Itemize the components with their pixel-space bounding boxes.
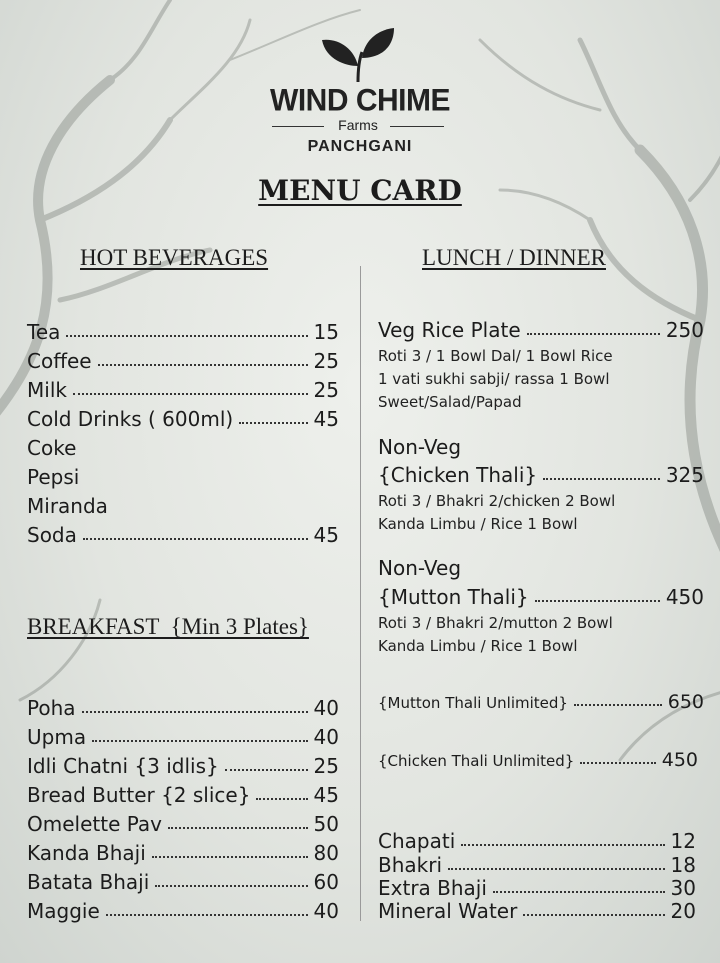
brand-name: WIND CHIME: [270, 83, 450, 118]
menu-item-chapati: Chapati 12: [378, 829, 696, 853]
menu-item-bread-butter: Bread Butter {2 slice} 45: [27, 783, 339, 807]
menu-item-bhakri: Bhakri 18: [378, 853, 696, 877]
menu-item-idli-chatni: Idli Chatni {3 idlis} 25: [27, 754, 339, 778]
veg-rice-detail: 1 vati sukhi sabji/ rassa 1 Bowl: [378, 370, 610, 388]
mutton-thali-detail: Roti 3 / Bhakri 2/mutton 2 Bowl: [378, 614, 613, 632]
menu-item-kanda-bhaji: Kanda Bhaji 80: [27, 841, 339, 865]
brand-subtitle: [272, 118, 444, 134]
mutton-thali-detail: Kanda Limbu / Rice 1 Bowl: [378, 637, 578, 655]
veg-rice-detail: Sweet/Salad/Papad: [378, 393, 522, 411]
menu-item-pepsi: Pepsi: [27, 465, 80, 489]
lunch-dinner-heading: LUNCH / DINNER: [422, 245, 606, 270]
mutton-thali-category: Non-Veg: [378, 556, 462, 580]
chicken-thali-detail: Roti 3 / Bhakri 2/chicken 2 Bowl: [378, 492, 616, 510]
menu-item-coke: Coke: [27, 436, 77, 460]
menu-item-mutton-thali-unlimited: {Mutton Thali Unlimited} 650: [378, 691, 704, 713]
menu-item-cold-drinks: Cold Drinks ( 600ml) 45: [27, 407, 339, 431]
menu-item-extra-bhaji: Extra Bhaji 30: [378, 876, 696, 900]
menu-item-tea: Tea 15: [27, 320, 339, 344]
brand-sub-text: Farms: [338, 117, 378, 133]
page-title: MENU CARD: [258, 174, 462, 207]
menu-item-mutton-thali: {Mutton Thali} 450: [378, 585, 704, 609]
leaf-logo-icon: [318, 26, 398, 84]
menu-item-chicken-thali: {Chicken Thali} 325: [378, 463, 704, 487]
menu-item-soda: Soda 45: [27, 523, 339, 547]
menu-item-mineral-water: Mineral Water 20: [378, 899, 696, 923]
hot-beverages-heading: HOT BEVERAGES: [80, 245, 269, 270]
menu-item-milk: Milk 25: [27, 378, 339, 402]
breakfast-heading: BREAKFAST {Min 3 Plates}: [27, 614, 309, 639]
brand-location: PANCHGANI: [307, 138, 413, 155]
chicken-thali-category: Non-Veg: [378, 435, 462, 459]
veg-rice-detail: Roti 3 / 1 Bowl Dal/ 1 Bowl Rice: [378, 347, 613, 365]
menu-item-maggie: Maggie 40: [27, 899, 339, 923]
menu-item-miranda: Miranda: [27, 494, 108, 518]
menu-item-coffee: Coffee 25: [27, 349, 339, 373]
menu-item-poha: Poha 40: [27, 696, 339, 720]
column-divider: [360, 266, 361, 921]
menu-item-batata-bhaji: Batata Bhaji 60: [27, 870, 339, 894]
menu-item-veg-rice-plate: Veg Rice Plate 250: [378, 318, 704, 342]
chicken-thali-detail: Kanda Limbu / Rice 1 Bowl: [378, 515, 578, 533]
menu-item-upma: Upma 40: [27, 725, 339, 749]
menu-item-chicken-thali-unlimited: {Chicken Thali Unlimited} 450: [378, 749, 698, 771]
menu-item-omelette-pav: Omelette Pav 50: [27, 812, 339, 836]
